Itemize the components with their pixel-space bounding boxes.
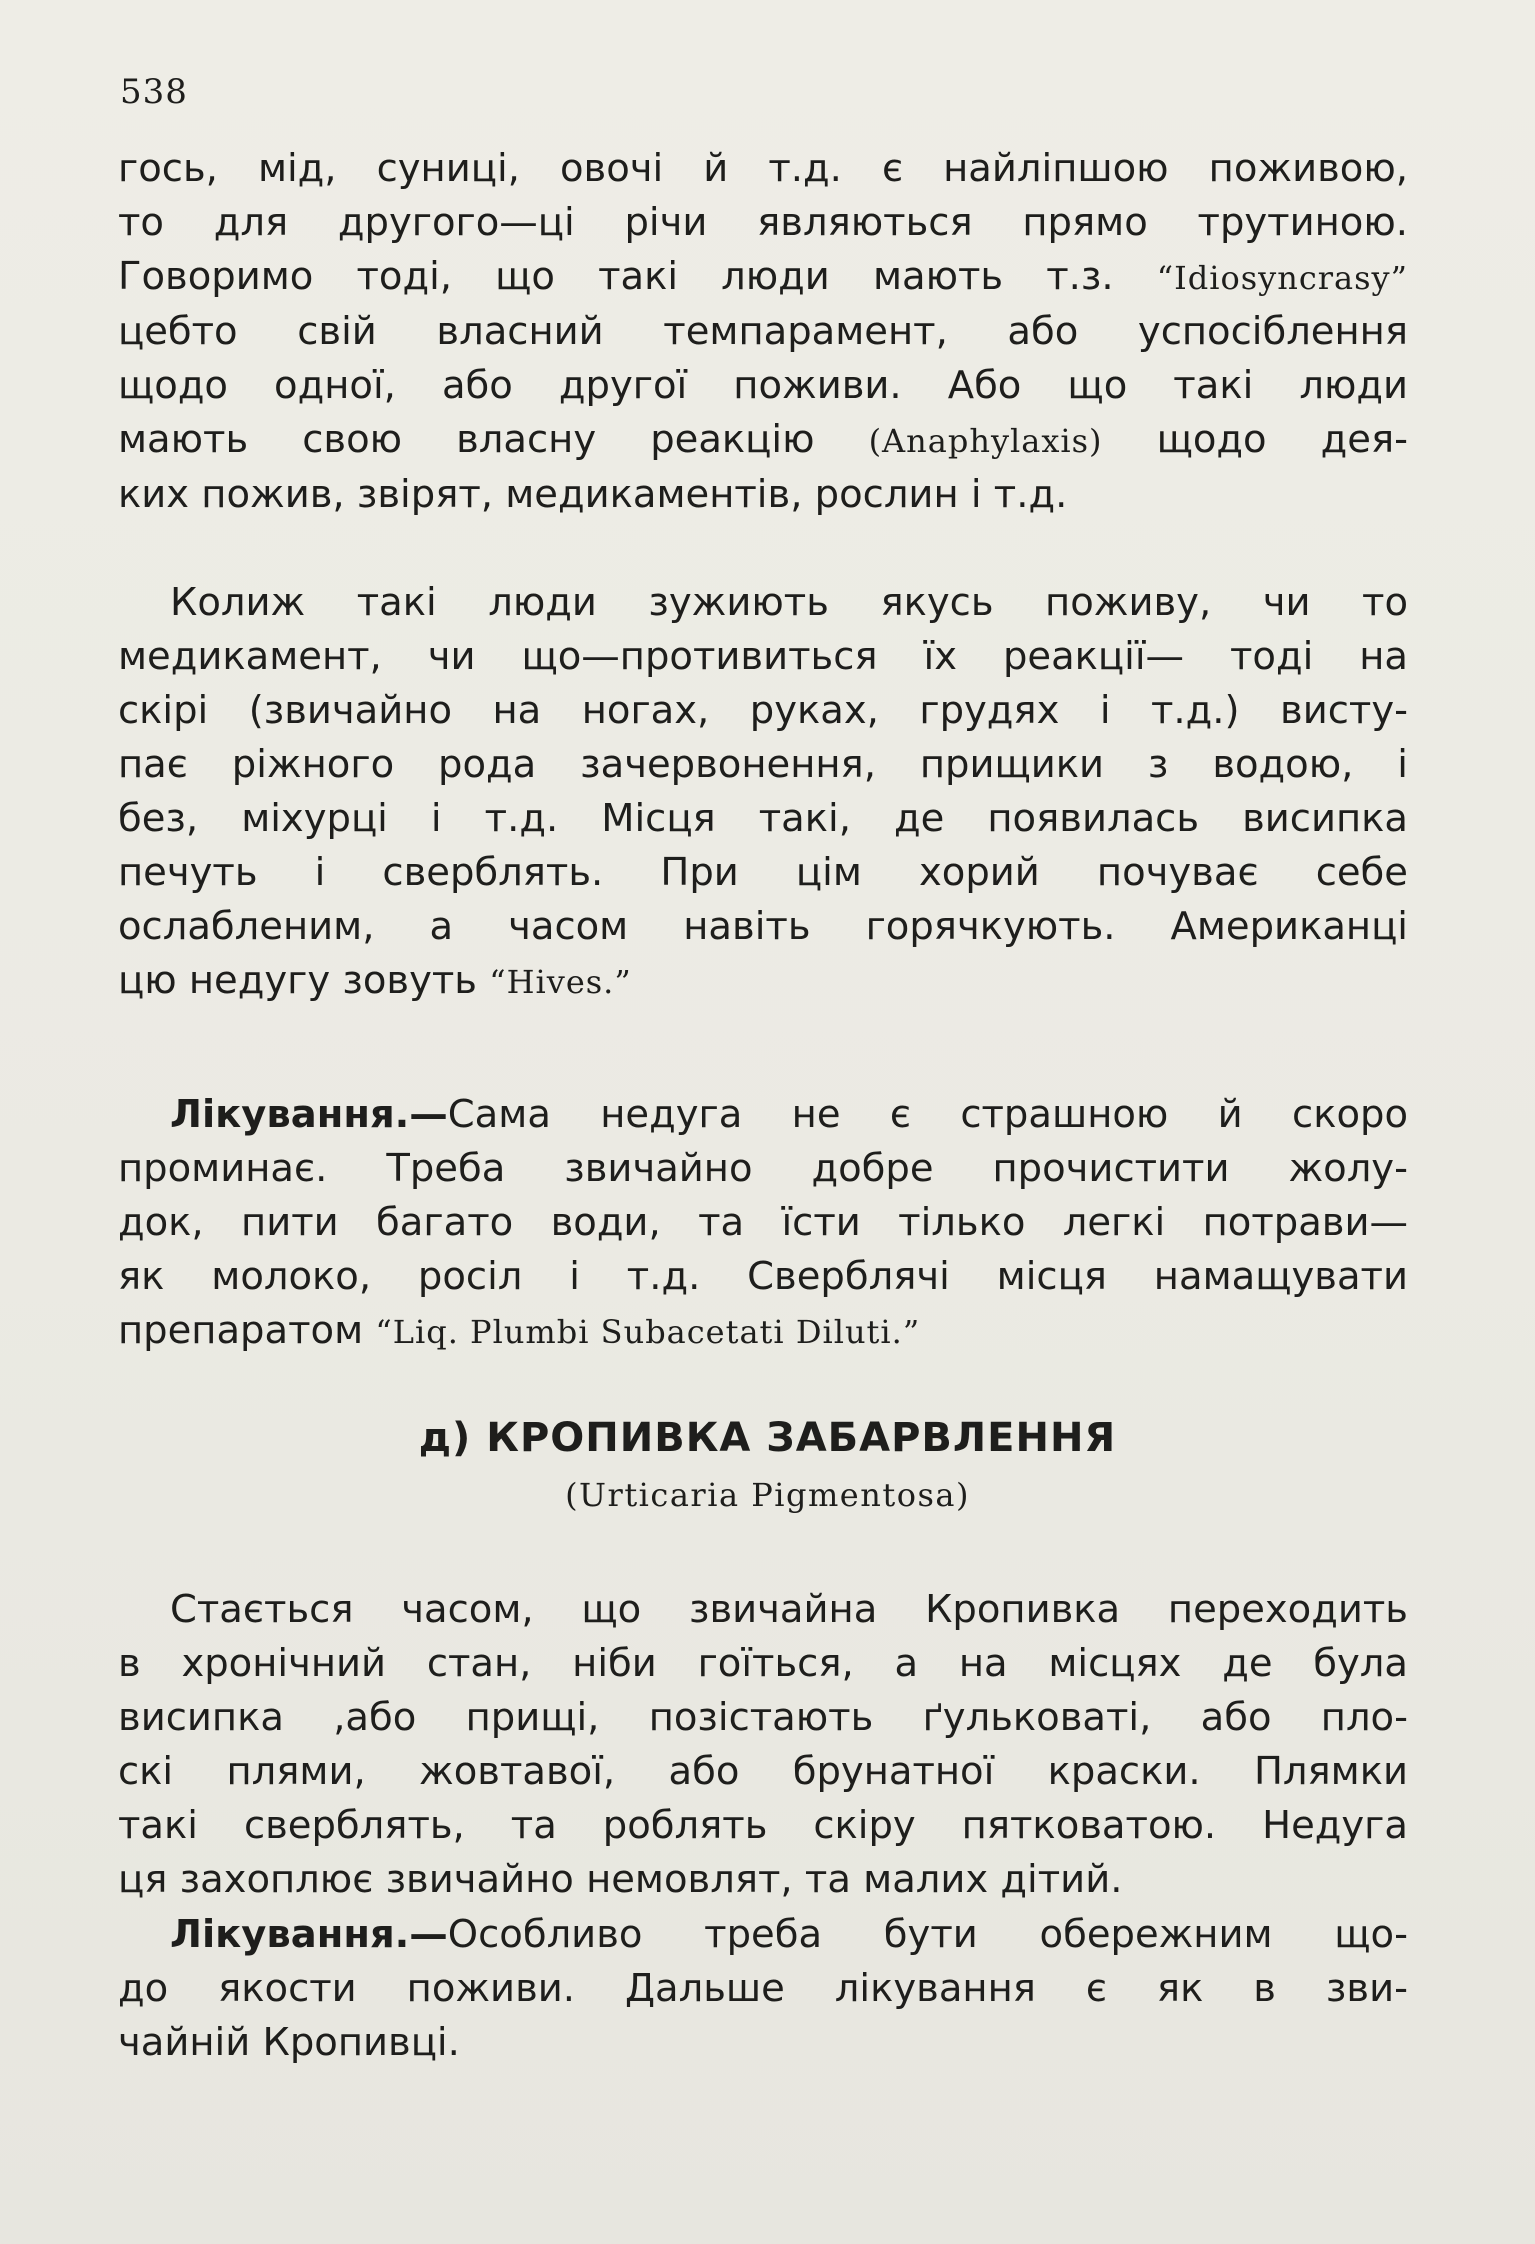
text-line: як молоко, росіл і т.д. Сверблячі місця намащувати — [118, 1254, 1408, 1299]
text-line: ких пожив, звірят, медикаментів, рослин і т.д. — [118, 472, 1068, 517]
term-preparation: “Liq. Plumbi Subacetati Diluti.” — [375, 1313, 921, 1351]
text-segment: Особливо треба бути обережним що- — [447, 1912, 1408, 1957]
section-subheading: (Urticaria Pigmentosa) — [565, 1476, 970, 1514]
text-segment: Сама недуга не є страшною й скоро — [447, 1092, 1408, 1137]
treatment-label: Лікування.— — [170, 1912, 448, 1957]
treatment-label: Лікування.— — [170, 1092, 448, 1137]
text-line: ця захоплює звичайно немовлят, та малих дітий. — [118, 1857, 1123, 1902]
text-line: скірі (звичайно на ногах, руках, грудях і т.д.) висту- — [118, 688, 1408, 733]
text-segment: препаратом — [118, 1308, 364, 1353]
term-idiosyncrasy: “Idiosyncrasy” — [1156, 259, 1408, 297]
text-line: Стається часом, що звичайна Кропивка переходить — [170, 1587, 1408, 1632]
paragraph-3 — [118, 1088, 1408, 1359]
text-line: в хронічний стан, ніби гоїться, а на місцях де була — [118, 1641, 1408, 1686]
text-segment: щодо дея- — [1156, 417, 1409, 462]
text-line — [118, 250, 1408, 305]
text-line: щодо одної, або другої поживи. Або що такі люди — [118, 363, 1408, 408]
text-segment: цю недугу зовуть — [118, 958, 477, 1003]
text-line: ослабленим, а часом навіть горячкують. Американці — [118, 904, 1408, 949]
text-line — [118, 1304, 1408, 1359]
paragraph-4 — [118, 1583, 1408, 1907]
text-line: гось, мід, суниці, овочі й т.д. є найліпшою поживою, — [118, 146, 1408, 191]
paragraph-2 — [118, 576, 1408, 1009]
text-line: пає ріжного рода зачервонення, прищики з водою, і — [118, 742, 1408, 787]
page-number: 538 — [120, 72, 188, 112]
text-line: док, пити багато води, та їсти тілько легкі потрави— — [118, 1200, 1408, 1245]
text-line: висипка ,або прищі, позістають ґульковаті, або пло- — [118, 1695, 1408, 1740]
text-line: цебто свій власний темпарамент, або успосіблення — [118, 309, 1408, 354]
text-line — [118, 1088, 1408, 1142]
term-anaphylaxis: (Anaphylaxis) — [868, 422, 1103, 460]
term-hives: “Hives.” — [489, 963, 632, 1001]
text-line: Колиж такі люди зужиють якусь поживу, чи то — [170, 580, 1408, 625]
text-line — [118, 1908, 1408, 1962]
text-segment: мають свою власну реакцію — [118, 417, 815, 462]
text-line: медикамент, чи що—противиться їх реакції— тоді на — [118, 634, 1408, 679]
paragraph-5 — [118, 1908, 1408, 2070]
text-line: до якости поживи. Дальше лікування є як в зви- — [118, 1966, 1408, 2011]
text-line: такі сверблять, та роблять скіру пятковатою. Недуга — [118, 1803, 1408, 1848]
text-line: проминає. Треба звичайно добре прочистити жолу- — [118, 1146, 1408, 1191]
text-line: то для другого—ці річи являються прямо трутиною. — [118, 200, 1408, 245]
paragraph-1 — [118, 142, 1408, 522]
text-line: чайній Кропивці. — [118, 2020, 460, 2065]
text-line: без, міхурці і т.д. Місця такі, де появилась висипка — [118, 796, 1408, 841]
text-segment: Говоримо тоді, що такі люди мають т.з. — [118, 254, 1114, 299]
text-line: скі плями, жовтавої, або брунатної краски. Плямки — [118, 1749, 1408, 1794]
text-line: печуть і сверблять. При цім хорий почуває себе — [118, 850, 1408, 895]
text-line — [118, 413, 1408, 468]
text-line — [118, 954, 1408, 1009]
section-heading: д) КРОПИВКА ЗАБАРВЛЕННЯ — [418, 1415, 1117, 1461]
